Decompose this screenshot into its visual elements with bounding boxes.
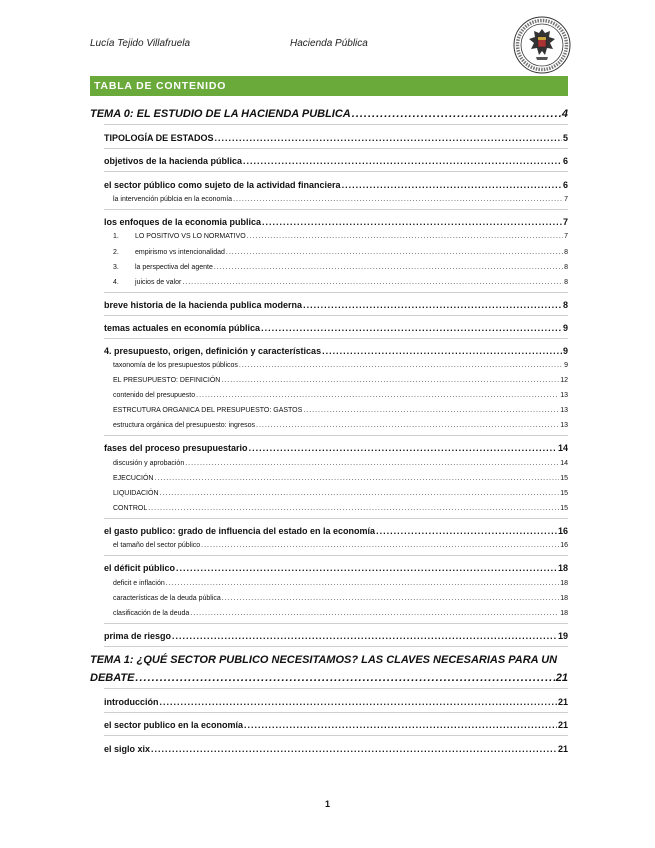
- toc-entry[interactable]: TIPOLOGÍA DE ESTADOS ..... 5: [104, 133, 568, 143]
- toc-entry[interactable]: 4. presupuesto, origen, definición y características ..... 9: [104, 346, 568, 356]
- toc-entry-tema1-line1[interactable]: TEMA 1: ¿QUÉ SECTOR PUBLICO NECESITAMOS? LAS CLAVES NECESARIAS PARA UN: [90, 654, 558, 666]
- toc-entry[interactable]: el sector publico en la economía ..... 21: [104, 720, 568, 730]
- toc-subentry[interactable]: estructura orgánica del presupuesto: ingresos ..... 13: [113, 422, 568, 429]
- toc-entry[interactable]: prima de riesgo ..... 19: [104, 631, 568, 641]
- toc-entry-tema0[interactable]: TEMA 0: EL ESTUDIO DE LA HACIENDA PUBLICA ..... 4: [90, 108, 568, 120]
- header-subject: Hacienda Pública: [290, 38, 368, 49]
- header-author: Lucía Tejido Villafruela: [90, 38, 191, 49]
- toc-subentry[interactable]: 2. empirismo vs intencionalidad ..... 8: [113, 249, 568, 256]
- toc-subentry[interactable]: contenido del presupuesto ..... 13: [113, 392, 568, 399]
- toc-subentry[interactable]: clasificación de la deuda ..... 18: [113, 610, 568, 617]
- toc-entry[interactable]: el gasto publico: grado de influencia del estado en la economía ..... 16: [104, 526, 568, 536]
- page-number: 1: [324, 799, 330, 809]
- toc-entry[interactable]: temas actuales en economía pública ..... 9: [104, 323, 568, 333]
- toc-entry[interactable]: el siglo xix ..... 21: [104, 744, 568, 754]
- toc-subentry[interactable]: EL PRESUPUESTO: DEFINICIÓN ..... 12: [113, 377, 568, 384]
- toc-subentry[interactable]: 4. juicios de valor ..... 8: [113, 279, 568, 286]
- toc-entry[interactable]: objetivos de la hacienda pública ..... 6: [104, 156, 568, 166]
- toc-subentry[interactable]: CONTROL ..... 15: [113, 505, 568, 512]
- toc-subentry[interactable]: taxonomía de los presupuestos públicos ..... 9: [113, 362, 568, 369]
- toc-subentry[interactable]: LIQUIDACIÓN ..... 15: [113, 490, 568, 497]
- toc-subentry[interactable]: características de la deuda pública ..... 18: [113, 595, 568, 602]
- university-seal-logo: [512, 15, 572, 75]
- toc-entry[interactable]: los enfoques de la economia publica ..... 7: [104, 217, 568, 227]
- toc-subentry[interactable]: discusión y aprobación ..... 14: [113, 460, 568, 467]
- toc-entry[interactable]: el sector público como sujeto de la actividad financiera ..... 6: [104, 180, 568, 190]
- toc-entry[interactable]: el déficit público ..... 18: [104, 563, 568, 573]
- toc-entry[interactable]: introducción ..... 21: [104, 697, 568, 707]
- toc-entry-tema1[interactable]: DEBATE ..... 21: [90, 672, 568, 684]
- toc-subentry[interactable]: el tamaño del sector público ..... 16: [113, 542, 568, 549]
- toc-entry[interactable]: breve historia de la hacienda publica moderna ..... 8: [104, 300, 568, 310]
- toc-entry[interactable]: fases del proceso presupuestario ..... 14: [104, 443, 568, 453]
- toc-title-banner: TABLA DE CONTENIDO: [90, 76, 568, 96]
- toc-subentry[interactable]: deficit e inflación ..... 18: [113, 580, 568, 587]
- toc-subentry[interactable]: EJECUCIÓN ..... 15: [113, 475, 568, 482]
- toc-subentry[interactable]: la intervención públcia en la economía ..... 7: [113, 196, 568, 203]
- toc-subentry[interactable]: 1. LO POSITIVO VS LO NORMATIVO ..... 7: [113, 233, 568, 240]
- toc-subentry[interactable]: 3. la perspectiva del agente ..... 8: [113, 264, 568, 271]
- toc-subentry[interactable]: ESTRCUTURA ORGANICA DEL PRESUPUESTO: GASTOS ..... 13: [113, 407, 568, 414]
